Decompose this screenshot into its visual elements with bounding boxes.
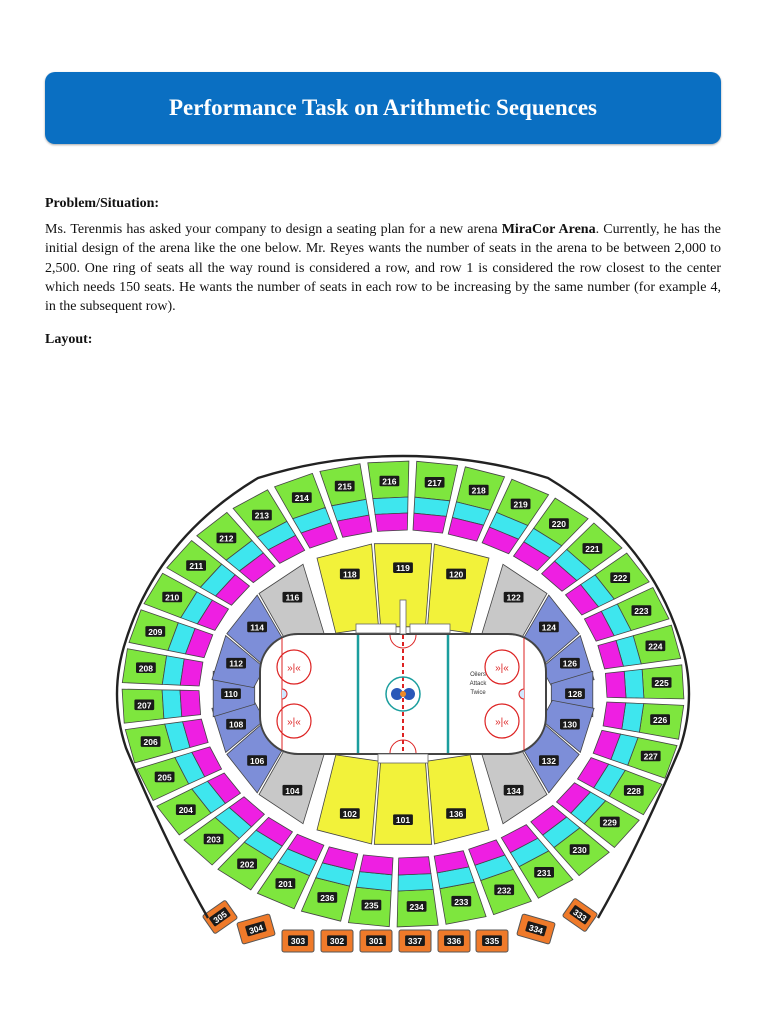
section-101 [374,761,431,844]
section-label-222: 222 [613,573,628,584]
section-label-126: 126 [562,658,577,669]
section-301 [360,930,392,952]
lower-seats [180,659,203,686]
section-216 [368,461,409,531]
section-label-211: 211 [189,561,204,571]
section-label-104: 104 [285,785,300,796]
section-label-334: 334 [527,922,545,936]
section-label-202: 202 [240,859,255,870]
faceoff-mark-bl: »|« [287,717,301,728]
faceoff-mark-br: »|« [495,717,509,728]
section-label-102: 102 [342,809,357,820]
faceoff-mark-tr: »|« [495,663,509,674]
penalty-box [378,754,428,763]
section-label-217: 217 [427,477,442,488]
section-302 [321,930,353,952]
middle-seats [398,874,433,891]
bench-left [356,624,396,633]
section-label-229: 229 [602,817,617,828]
lower-seats [360,855,393,875]
section-label-215: 215 [337,481,352,492]
section-label-212: 212 [219,533,234,544]
section-label-110: 110 [224,689,238,700]
section-label-228: 228 [626,785,641,796]
problem-heading: Problem/Situation: [45,196,160,211]
section-label-234: 234 [409,901,424,912]
section-label-134: 134 [506,785,521,796]
arena-name: MiraCor Arena [501,222,596,237]
section-label-112: 112 [229,658,243,669]
title-banner [45,72,721,144]
section-label-213: 213 [254,510,269,521]
section-label-336: 336 [446,936,462,947]
section-label-201: 201 [278,879,293,889]
section-label-207: 207 [137,700,152,711]
section-label-337: 337 [407,936,423,947]
bench-right [410,624,450,633]
paragraph-part2: . Currently, he has the initial design of the arena like the one below. Mr. Reyes wants the number of seats in the arena to be between 2,000 to 2,500. One ring of seats all the way round is considered a row, and row 1 is considered the row closest to the center which needs 150 seats. He wants the number of seats in each row to be increasing by the same number (for example 4, in the subsequent row). [45,222,721,315]
section-label-101: 101 [395,815,411,826]
section-label-304: 304 [247,922,265,936]
section-label-118: 118 [342,569,357,580]
section-304 [237,914,276,945]
section-label-232: 232 [497,885,512,896]
section-225 [605,665,684,699]
section-label-124: 124 [541,622,556,633]
problem-paragraph [45,220,721,316]
section-label-235: 235 [364,900,379,911]
section-label-203: 203 [206,834,221,845]
section-337 [399,930,431,952]
section-label-208: 208 [138,663,153,674]
section-label-205: 205 [157,772,172,783]
section-label-114: 114 [250,622,264,633]
section-label-132: 132 [541,756,556,766]
lower-seats [603,702,626,729]
section-label-204: 204 [178,805,193,816]
section-207 [122,689,201,723]
section-label-108: 108 [229,719,244,730]
rink-text-line1: Oilers [470,672,486,678]
section-label-335: 335 [484,936,500,947]
middle-seats [162,690,182,719]
rink-text-line2: Attack [469,681,487,687]
section-label-231: 231 [537,867,552,878]
section-label-116: 116 [285,592,300,603]
section-label-220: 220 [551,519,566,530]
section-334 [517,914,556,945]
section-335 [476,930,508,952]
layout-heading: Layout: [45,332,93,347]
section-label-216: 216 [382,476,397,487]
lower-seats [375,513,408,531]
section-label-136: 136 [449,809,464,820]
middle-seats [624,669,644,698]
center-dot [400,691,406,697]
section-label-333: 333 [571,906,589,924]
section-303 [282,930,314,952]
section-label-225: 225 [654,678,669,689]
lower-seats [398,857,431,875]
section-label-230: 230 [572,845,587,855]
section-label-210: 210 [165,592,180,603]
faceoff-mark-tl: »|« [287,663,301,674]
section-label-218: 218 [471,485,486,496]
section-label-223: 223 [634,606,649,616]
section-label-236: 236 [320,892,335,903]
tunnel-top [400,600,406,634]
section-label-303: 303 [290,936,306,947]
section-label-233: 233 [454,896,469,907]
section-label-221: 221 [585,544,600,554]
section-label-120: 120 [449,569,464,580]
section-label-128: 128 [567,689,583,700]
section-label-214: 214 [294,493,309,504]
section-label-209: 209 [148,627,163,637]
lower-seats [605,671,626,698]
section-label-227: 227 [643,751,658,762]
section-label-224: 224 [648,641,663,652]
middle-seats [373,497,408,514]
arena-seating-map [108,448,704,978]
section-336 [438,930,470,952]
rink-text-line3: Twice [470,690,486,696]
section-label-226: 226 [653,715,668,726]
section-333 [562,898,598,932]
section-label-122: 122 [506,592,521,603]
section-label-301: 301 [368,936,384,947]
section-label-219: 219 [513,499,528,510]
page-title: Performance Task on Arithmetic Sequences [168,95,597,120]
section-label-130: 130 [562,719,577,730]
section-label-302: 302 [329,936,345,947]
paragraph-part1: Ms. Terenmis has asked your company to design a seating plan for a new arena [45,222,502,237]
section-234 [397,857,438,927]
section-label-106: 106 [250,756,265,766]
section-label-305: 305 [211,908,229,926]
section-label-206: 206 [143,737,158,748]
lower-seats [180,690,201,717]
section-label-119: 119 [396,563,410,574]
seat-block [374,761,431,844]
lower-seats [413,513,446,533]
